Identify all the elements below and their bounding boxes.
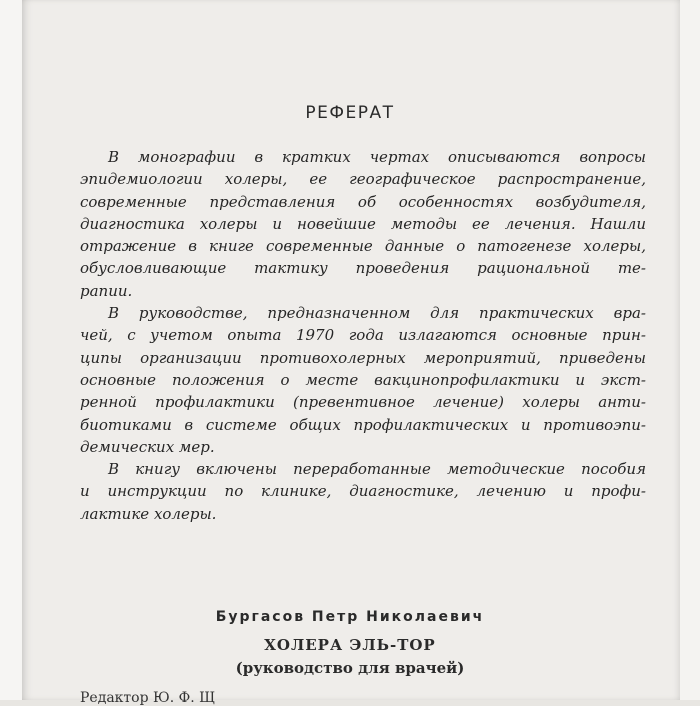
text-line: В руководстве, предназначенном для практических вра- <box>108 304 646 323</box>
text-line: и инструкции по клинике, диагностике, лечению и профи- <box>80 482 646 501</box>
book-subtitle: (руководство для врачей) <box>235 659 465 677</box>
text-line: обусловливающие тактику проведения рациональной те- <box>80 259 646 278</box>
book-title: ХОЛЕРА ЭЛЬ-ТОР <box>264 636 436 654</box>
text-line: лактике холеры. <box>80 504 217 523</box>
editor-line: Редактор Ю. Ф. Щ <box>80 690 216 706</box>
paragraph-3 <box>80 458 646 525</box>
text-line: рапии. <box>80 281 133 300</box>
paragraph-2 <box>80 302 646 458</box>
text-line: чей, с учетом опыта 1970 года излагаются основные прин- <box>80 326 646 345</box>
text-line: основные положения о месте вакцинопрофилактики и экст- <box>80 370 646 389</box>
text-line: ренной профилактики (превентивное лечение) холеры анти- <box>80 393 646 412</box>
text-line: эпидемиологии холеры, ее географическое распространение, <box>80 170 646 189</box>
text-line: ципы организации противохолерных мероприятий, приведены <box>80 348 646 367</box>
author-name: Бургасов Петр Николаевич <box>215 609 485 625</box>
paragraph-1 <box>80 146 646 302</box>
abstract-body <box>80 146 646 525</box>
text-line: В монографии в кратких чертах описываются вопросы <box>108 148 646 166</box>
text-line: отражение в книге современные данные о патогенезе холеры, <box>80 237 646 256</box>
text-line: современные представления об особенностях возбудителя, <box>80 192 646 211</box>
text-line: демических мер. <box>80 437 215 456</box>
text-line: биотиками в системе общих профилактических и противоэпи- <box>80 415 646 434</box>
text-line: диагностика холеры и новейшие методы ее лечения. Нашли <box>80 214 646 233</box>
text-line: В книгу включены переработанные методические пособия <box>108 460 646 479</box>
abstract-heading: РЕФЕРАТ <box>305 103 395 123</box>
